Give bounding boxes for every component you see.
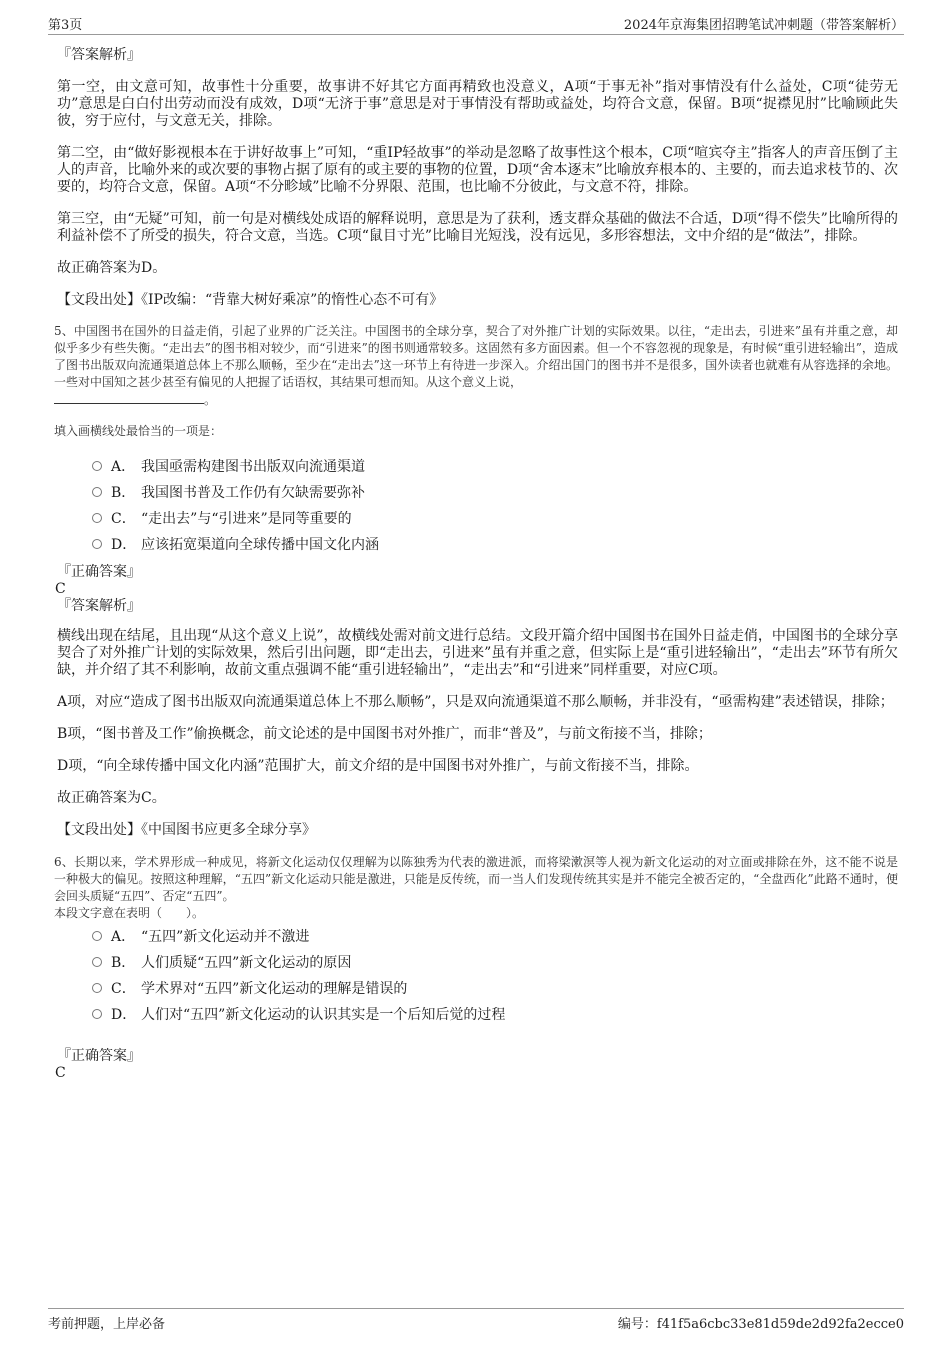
radio-icon[interactable] [92,513,102,523]
question-prompt: 填入画横线处最恰当的一项是： [54,424,223,438]
option-letter: D． [111,1007,137,1023]
source-citation: 【文段出处】《中国图书应更多全球分享》 [57,822,316,838]
source-citation: 【文段出处】《IP改编：“背靠大树好乘凉”的惰性心态不可有》 [57,292,444,308]
option-d[interactable] [92,532,898,558]
conclusion: 故正确答案为D。 [57,260,167,276]
option-letter: B． [111,485,136,501]
option-text: 人们对“五四”新文化运动的认识其实是一个后知后觉的过程 [141,1007,506,1023]
analysis-title: 『答案解析』 [57,598,141,614]
option-text: 我国亟需构建图书出版双向流通渠道 [141,459,365,475]
page-content [54,47,898,1082]
correct-answer: C [55,1065,66,1081]
footer-slogan: 考前押题，上岸必备 [48,1317,166,1332]
analysis-paragraph: 第二空，由“做好影视根本在于讲好故事上”可知，“重IP轻故事”的举动是忽略了故事性这个根本，C项“喧宾夺主”指客人的声音压倒了主人的声音，比喻外来的或次要的事物占据了原有的或主要的事物的位置，D项“舍本逐末”比喻放弃根本的、主要的，而去追求枝节的、次要的，均符合文意，保留。A项“不分畛域”比喻不分界限、范围，也比喻不分彼此，与文意不符，排除。 [57,145,898,195]
radio-icon[interactable] [92,957,102,967]
analysis-paragraph: B项，“图书普及工作”偷换概念，前文论述的是中国图书对外推广，而非“普及”，与前文衔接不当，排除； [57,726,712,742]
option-b[interactable] [92,480,898,506]
correct-answer: C [55,581,66,597]
option-text: “走出去”与“引进来”是同等重要的 [141,511,352,527]
analysis-paragraph: A项，对应“造成了图书出版双向流通渠道总体上不那么顺畅”，只是双向流通渠道不那么顺畅，并非没有，“亟需构建”表述错误，排除； [57,694,894,710]
question-5 [54,323,898,558]
document-title: 2024年京海集团招聘笔试冲刺题（带答案解析） [623,18,904,33]
analysis-title: 『答案解析』 [57,47,141,63]
analysis-paragraph: D项，“向全球传播中国文化内涵”范围扩大，前文介绍的是中国图书对外推广，与前文衔接不当，排除。 [57,758,699,774]
option-text: “五四”新文化运动并不激进 [141,929,310,945]
option-list [92,924,898,1028]
stem-end: 。 [204,393,217,407]
analysis-paragraph: 第三空，由“无疑”可知，前一句是对横线处成语的解释说明，意思是为了获利，透支群众基础的做法不合适，D项“得不偿失”比喻所得的利益补偿不了所受的损失，符合文意，当选。C项“鼠目寸光”比喻目光短浅，没有远见，多形容想法，文中介绍的是“做法”，排除。 [57,211,898,244]
option-letter: B． [111,955,136,971]
analysis-paragraph: 横线出现在结尾，且出现“从这个意义上说”，故横线处需对前文进行总结。文段开篇介绍中国图书在国外日益走俏，中国图书的全球分享契合了对外推广计划的实际效果，然后引出问题，即“走出去，引进来”虽有并重之意，但实际上是“重引进轻输出”，“走出去”环节有所欠缺，并介绍了其不利影响，故前文重点强调不能“重引进轻输出”，“走出去”和“引进来”同样重要，对应C项。 [57,628,898,678]
radio-icon[interactable] [92,461,102,471]
question-stem [54,323,898,409]
radio-icon[interactable] [92,539,102,549]
radio-icon[interactable] [92,931,102,941]
option-d[interactable] [92,1002,898,1028]
page-footer [48,1308,904,1333]
question-stem-text: 5、中国图书在国外的日益走俏，引起了业界的广泛关注。中国图书的全球分享，契合了对外推广计划的实际效果。以往，“走出去，引进来”虽有并重之意，却似乎多少有些失衡。“走出去”的图书相对较少，而“引进来”的图书则通常较多。这固然有多方面因素。但一个不容忽视的现象是，有时候“重引进轻输出”，造成了图书出版双向流通渠道总体上不那么顺畅，至少在“走出去”这一环节上有待进一步深入。介绍出国门的图书并不是很多，国外读者也就难有从容选择的余地。一些对中国知之甚少甚至有偏见的人把握了话语权，其结果可想而知。从这个意义上说， [54,324,898,389]
correct-answer-title: 『正确答案』 [57,1048,141,1064]
option-letter: D． [111,537,137,553]
radio-icon[interactable] [92,1009,102,1019]
option-b[interactable] [92,950,898,976]
analysis-paragraph: 第一空，由文意可知，故事性十分重要，故事讲不好其它方面再精致也没意义，A项“于事无补”指对事情没有什么益处，C项“徒劳无功”意思是白白付出劳动而没有成效，D项“无济于事”意思是对于事情没有帮助或益处，均符合文意，保留。B项“捉襟见肘”比喻顾此失彼，穷于应付，与文意无关，排除。 [57,79,898,129]
option-letter: C． [111,511,136,527]
question-6 [54,854,898,1028]
option-letter: C． [111,981,136,997]
option-list [92,454,898,558]
conclusion: 故正确答案为C。 [57,790,166,806]
option-a[interactable] [92,924,898,950]
correct-answer-title: 『正确答案』 [57,564,141,580]
question-prompt: 本段文字意在表明（ ）。 [54,906,205,920]
page-header [48,12,904,35]
option-text: 学术界对“五四”新文化运动的理解是错误的 [141,981,408,997]
fill-in-blank-line [54,391,204,404]
option-text: 人们质疑“五四”新文化运动的原因 [141,955,352,971]
option-letter: A． [111,929,136,945]
option-c[interactable] [92,506,898,532]
radio-icon[interactable] [92,487,102,497]
option-letter: A． [111,459,136,475]
option-text: 应该拓宽渠道向全球传播中国文化内涵 [141,537,379,553]
radio-icon[interactable] [92,983,102,993]
question-stem: 6、长期以来，学术界形成一种成见，将新文化运动仅仅理解为以陈独秀为代表的激进派，而将梁漱溟等人视为新文化运动的对立面或排除在外，这不能不说是一种极大的偏见。按照这种理解，“五四”新文化运动只能是激进，只能是反传统，而一当人们发现传统其实是并不能完全被否定的，“全盘西化”此路不通时，便会回头质疑“五四”、否定“五四”。 [54,855,898,903]
option-a[interactable] [92,454,898,480]
page-number: 第3页 [48,18,83,33]
option-c[interactable] [92,976,898,1002]
option-text: 我国图书普及工作仍有欠缺需要弥补 [141,485,365,501]
document-id: 编号：f41f5a6cbc33e81d59de2d92fa2ecce0 [617,1317,904,1332]
